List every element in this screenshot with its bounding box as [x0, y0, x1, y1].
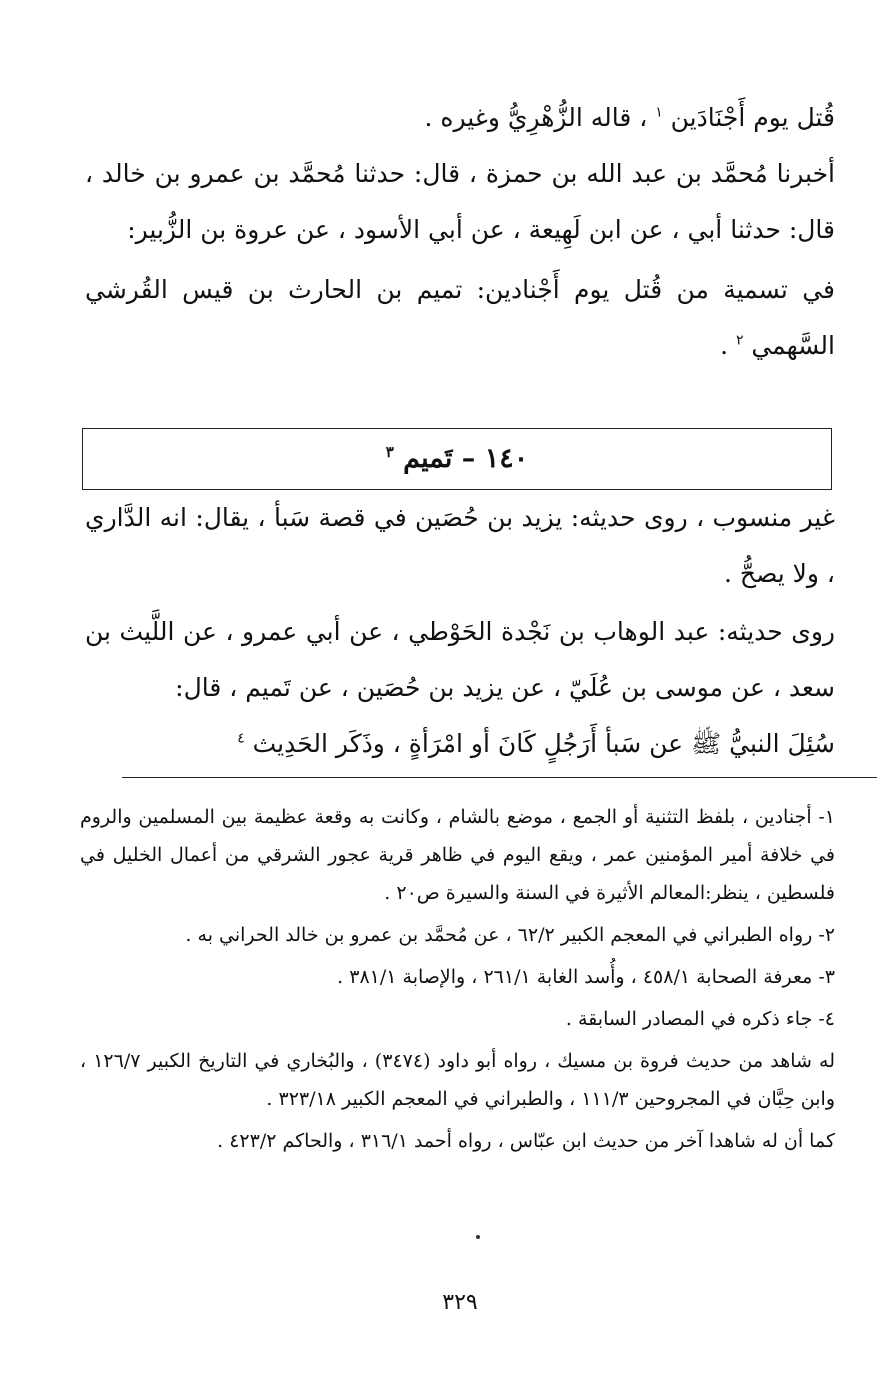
paragraph-text: ، قاله الزُّهْرِيُّ وغيره . [424, 103, 648, 132]
footnote-ref: ٣ [385, 443, 394, 461]
footnotes [80, 798, 835, 1164]
paragraph-text: في تسمية من قُتل يوم أَجْنادين: تميم بن الحارث بن قيس القُرشي السَّهمي [85, 275, 835, 360]
page-number: ٣٢٩ [442, 1290, 478, 1315]
main-text-bottom [85, 490, 835, 772]
footnote: ٤- جاء ذكره في المصادر السابقة . [565, 1008, 835, 1030]
entry-title-box [82, 428, 832, 490]
footnote-ref: ١ [655, 104, 663, 121]
paragraph-text: قُتل يوم أَجْنَادَين [670, 103, 835, 132]
footnote-ref: ٢ [735, 332, 744, 349]
footnote: ٣- معرفة الصحابة ٤٥٨/١ ، وأُسد الغابة ٢٦١/١ ، والإصابة ٣٨١/١ . [337, 966, 835, 988]
paragraph: أخبرنا مُحمَّد بن عبد الله بن حمزة ، قال: حدثنا مُحمَّد بن عمرو بن خالد ، قال: حدثنا أبي ، عن ابن لَهِيعة ، عن أبي الأسود ، عن عروة بن الزُّبير: [85, 159, 835, 244]
paragraph: روى حديثه: عبد الوهاب بن نَجْدة الحَوْطي ، عن أبي عمرو ، عن اللَّيث بن سعد ، عن موسى بن عُلَيّ ، عن يزيد بن حُصَين ، عن تَميم ، قال: [85, 617, 835, 702]
paragraph [85, 716, 835, 772]
paragraph-text: سُئِلَ النبيُّ ﷺ عن سَبأ أَرَجُلٍ كَانَ أو امْرَأةٍ ، وذَكَر الحَدِيث [252, 729, 835, 758]
paragraph [85, 90, 835, 146]
footnote: كما أن له شاهدا آخر من حديث ابن عبّاس ، رواه أحمد ٣١٦/١ ، والحاكم ٤٢٣/٢ . [217, 1130, 835, 1152]
paragraph-text: . [720, 331, 729, 360]
footnote: له شاهد من حديث فروة بن مسيك ، رواه أبو داود (٣٤٧٤) ، والبُخاري في التاريخ الكبير ١٢٦/٧ ، وابن حِبَّان في المجروحين ١١١/٣ ، والطبراني في المعجم الكبير ٣٢٣/١٨ . [80, 1050, 836, 1110]
dot-mark [476, 1235, 480, 1239]
footnote-divider [122, 777, 877, 778]
footnote: ٢- رواه الطبراني في المعجم الكبير ٦٢/٢ ، عن مُحمَّد بن عمرو بن خالد الحراني به . [185, 924, 835, 946]
entry-title: ١٤٠ – تَميم [403, 443, 529, 474]
paragraph [85, 262, 835, 374]
paragraph: غير منسوب ، روى حديثه: يزيد بن حُصَين في قصة سَبأ ، يقال: انه الدَّاري ، ولا يصحُّ . [85, 503, 835, 588]
footnote-ref: ٤ [237, 730, 245, 747]
footnote: ١- أجنادين ، بلفظ التثنية أو الجمع ، موضع بالشام ، وكانت به وقعة عظيمة بين المسلمين والروم في خلافة أمير المؤمنين عمر ، ويقع اليوم في ظاهر قرية عجور الشرقي من أعمال الخليل في فلسطين ، ينظر:المعالم الأثيرة في السنة والسيرة ص٢٠ . [80, 806, 835, 904]
main-text-top [85, 90, 835, 374]
